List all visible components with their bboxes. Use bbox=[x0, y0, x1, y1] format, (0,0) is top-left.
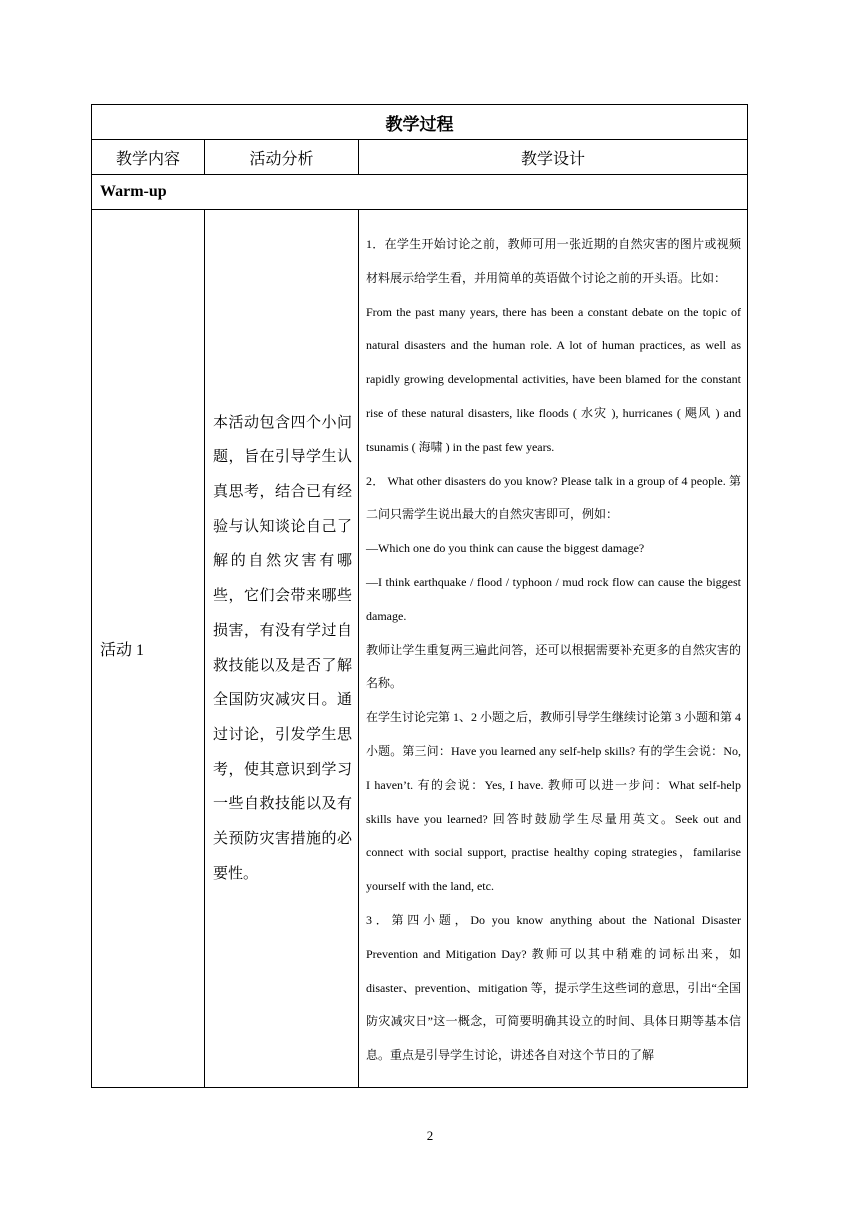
activity-analysis bbox=[205, 210, 359, 1088]
design-paragraph: —I think earthquake / flood / typhoon / mud rock flow can cause the biggest damage. bbox=[366, 575, 741, 623]
teaching-process-table bbox=[91, 104, 748, 1088]
design-paragraph: 2． What other disasters do you know? Please talk in a group of 4 people. 第二问只需学生说出最大的自然灾害即可，例如： bbox=[366, 473, 741, 522]
header-content: 教学内容 bbox=[92, 140, 205, 175]
design-paragraph: 3．第四小题，Do you know anything about the National Disaster Prevention and Mitigation Day? 教师可以其中稍难的词标出来，如 disaster、prevention、mitigation 等，提示学生这些词的意思，引出“全国防灾减灾日”这一概念，可简要明确其设立的时间、具体日期等基本信息。重点是引导学生讨论，讲述各自对这个节日的了解 bbox=[366, 912, 741, 1063]
design-paragraph: 教师让学生重复两三遍此问答，还可以根据需要补充更多的自然灾害的名称。 bbox=[366, 642, 741, 691]
design-paragraph: From the past many years, there has been a constant debate on the topic of natural disasters and the human role. A lot of human practices, as well as rapidly growing developmental activities, have been blamed for the constant rise of these natural disasters, like floods ( 水灾 ), hurricanes ( 飓风 ) and tsunamis ( 海啸 ) in the past few years. bbox=[366, 304, 741, 454]
design-paragraph: —Which one do you think can cause the biggest damage? bbox=[366, 541, 645, 556]
design-paragraph: 在学生讨论完第 1、2 小题之后，教师引导学生继续讨论第 3 小题和第 4 小题。第三问：Have you learned any self-help skills? 有的学生会说：No, I haven’t. 有的会说：Yes, I have. 教师可以进一步问：What self-help skills have you learned? 回答时鼓励学生尽量用英文。Seek out and connect with social support, practise healthy coping strategies，familarise yourself with the land, etc. bbox=[366, 710, 742, 894]
activity-name: 活动 1 bbox=[92, 210, 205, 1088]
section-title: Warm-up bbox=[92, 175, 748, 210]
page-number: 2 bbox=[426, 1128, 434, 1143]
header-analysis: 活动分析 bbox=[205, 140, 359, 175]
design-paragraph: 1．在学生开始讨论之前，教师可用一张近期的自然灾害的图片或视频材料展示给学生看，并用简单的英语做个讨论之前的开头语。比如： bbox=[366, 237, 741, 285]
header-design: 教学设计 bbox=[359, 140, 748, 175]
table-title: 教学过程 bbox=[92, 105, 748, 140]
analysis-text: 本活动包含四个小问题，旨在引导学生认真思考，结合已有经验与认知谈论自己了解的自然灾害有哪些，它们会带来哪些损害，有没有学过自救技能以及是否了解全国防灾减灾日。通过讨论，引发学生思考，使其意识到学习一些自救技能以及有关预防灾害措施的必要性。 bbox=[213, 414, 352, 882]
teaching-design bbox=[359, 210, 748, 1088]
